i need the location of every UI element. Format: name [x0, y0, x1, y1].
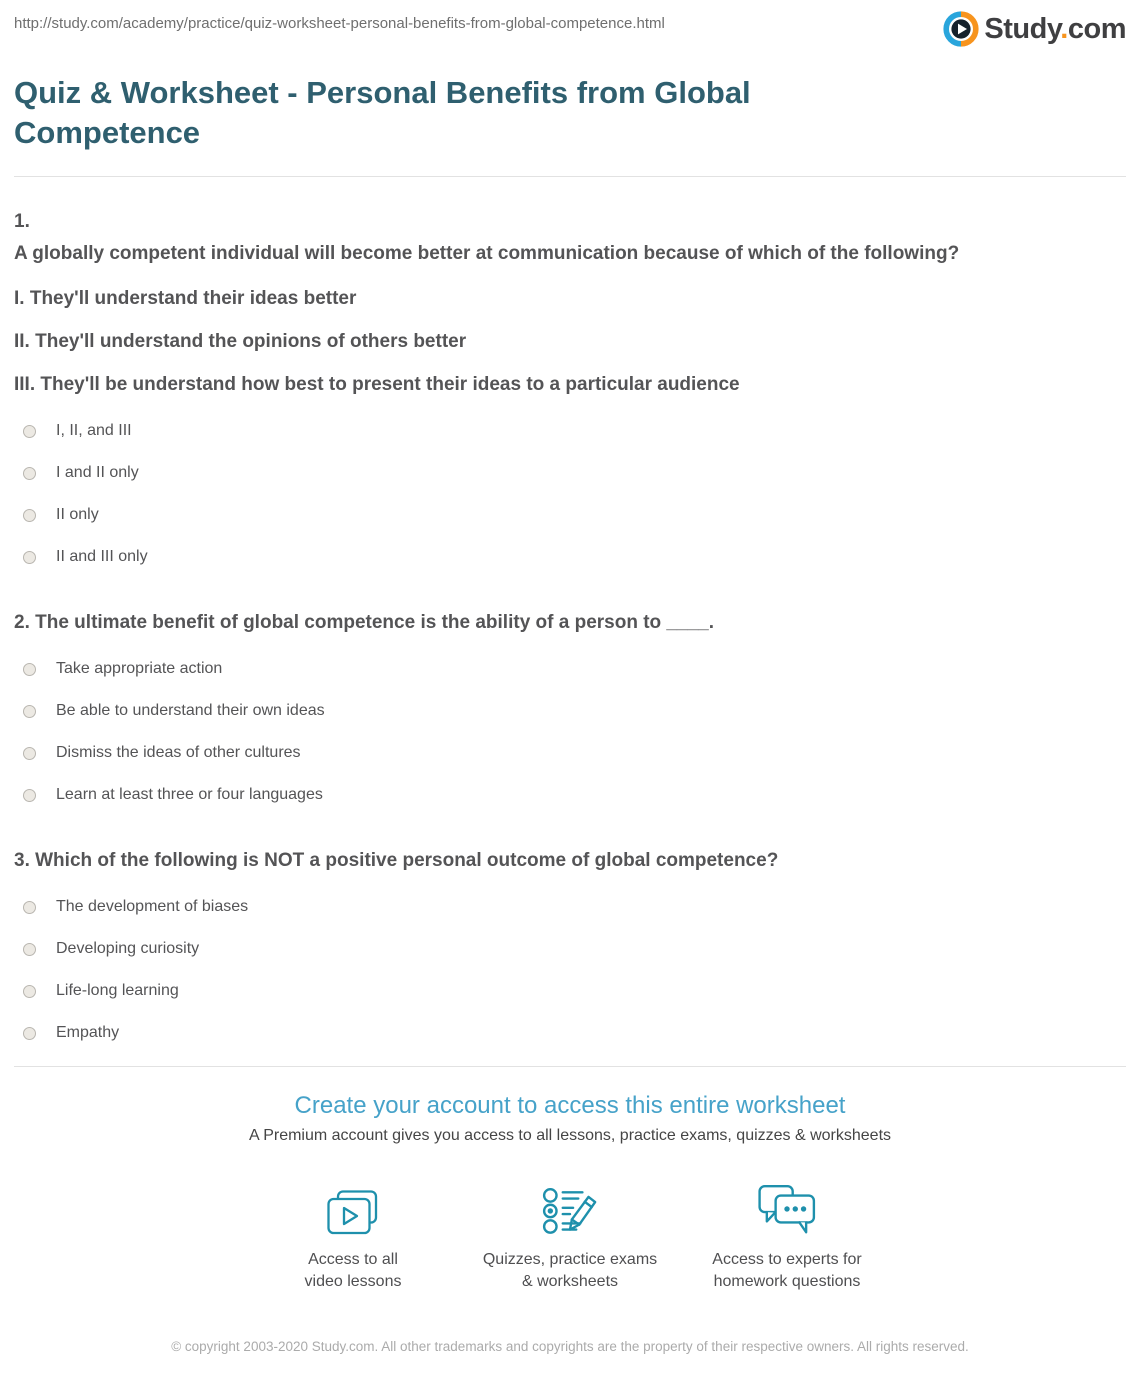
option-label[interactable]: Developing curiosity	[56, 940, 200, 958]
answer-option[interactable]	[14, 548, 1126, 566]
radio-button[interactable]	[23, 943, 36, 956]
create-account-link[interactable]: Create your account to access this entire worksheet	[294, 1092, 846, 1120]
radio-button[interactable]	[23, 789, 36, 802]
option-label[interactable]: Life-long learning	[56, 982, 179, 1000]
radio-button[interactable]	[23, 985, 36, 998]
quizzes-worksheets-icon	[462, 1179, 679, 1237]
answer-option[interactable]	[14, 660, 1126, 678]
page-title: Quiz & Worksheet - Personal Benefits from Global Competence	[14, 75, 751, 150]
radio-button[interactable]	[23, 663, 36, 676]
question-3-text: 3. Which of the following is NOT a positive personal outcome of global competence?	[14, 850, 779, 872]
question-1-text: A globally competent individual will become better at communication because of which of the following?	[14, 243, 960, 265]
question-1-statement-1: I. They'll understand their ideas better	[14, 288, 357, 310]
option-label[interactable]: Take appropriate action	[56, 660, 223, 678]
radio-button[interactable]	[23, 467, 36, 480]
option-label[interactable]: Learn at least three or four languages	[56, 786, 323, 804]
radio-button[interactable]	[23, 425, 36, 438]
radio-button[interactable]	[23, 1027, 36, 1040]
studycom-play-icon	[943, 11, 979, 47]
answer-option[interactable]	[14, 1024, 1126, 1042]
question-1-number: 1.	[14, 211, 30, 233]
answer-option[interactable]	[14, 940, 1126, 958]
answer-option[interactable]	[14, 506, 1126, 524]
question-2-options	[14, 660, 1126, 804]
header	[14, 0, 1126, 47]
question-1-statement-3: III. They'll be understand how best to present their ideas to a particular audience	[14, 374, 740, 396]
feature-label: Access to all video lessons	[304, 1251, 402, 1290]
logo-wordmark: Study.com	[984, 12, 1126, 45]
answer-option[interactable]	[14, 898, 1126, 916]
option-label[interactable]: I, II, and III	[56, 422, 132, 440]
question-2	[14, 612, 1126, 804]
radio-button[interactable]	[23, 509, 36, 522]
feature-quizzes-worksheets	[462, 1179, 679, 1292]
page-url: http://study.com/academy/practice/quiz-worksheet-personal-benefits-from-global-competence.html	[14, 15, 665, 32]
question-3-options	[14, 898, 1126, 1042]
question-1-statement-2: II. They'll understand the opinions of others better	[14, 331, 467, 353]
feature-label: Quizzes, practice exams & worksheets	[482, 1251, 658, 1290]
answer-option[interactable]	[14, 422, 1126, 440]
answer-option[interactable]	[14, 744, 1126, 762]
question-3	[14, 850, 1126, 1042]
video-lessons-icon	[245, 1179, 462, 1237]
option-label[interactable]: II and III only	[56, 548, 148, 566]
question-1	[14, 211, 1126, 566]
feature-homework-experts	[679, 1179, 896, 1292]
option-label[interactable]: The development of biases	[56, 898, 249, 916]
studycom-logo[interactable]	[943, 11, 1126, 47]
radio-button[interactable]	[23, 551, 36, 564]
option-label[interactable]: II only	[56, 506, 99, 524]
option-label[interactable]: Empathy	[56, 1024, 120, 1042]
question-1-options	[14, 422, 1126, 566]
option-label[interactable]: Dismiss the ideas of other cultures	[56, 744, 301, 762]
premium-subtitle: A Premium account gives you access to all lessons, practice exams, quizzes & worksheets	[248, 1127, 892, 1145]
option-label[interactable]: I and II only	[56, 464, 139, 482]
option-label[interactable]: Be able to understand their own ideas	[56, 702, 325, 720]
feature-label: Access to experts for homework questions	[712, 1251, 862, 1290]
answer-option[interactable]	[14, 702, 1126, 720]
radio-button[interactable]	[23, 901, 36, 914]
chat-experts-icon	[679, 1179, 896, 1237]
radio-button[interactable]	[23, 705, 36, 718]
answer-option[interactable]	[14, 464, 1126, 482]
copyright-notice: © copyright 2003-2020 Study.com. All other trademarks and copyrights are the property of their respective owners. All rights reserved.	[171, 1339, 969, 1355]
title-divider	[14, 176, 1126, 177]
question-2-text: 2. The ultimate benefit of global competence is the ability of a person to ____.	[14, 612, 714, 634]
answer-option[interactable]	[14, 786, 1126, 804]
feature-video-lessons	[245, 1179, 462, 1292]
radio-button[interactable]	[23, 747, 36, 760]
cta-section	[14, 1067, 1126, 1292]
answer-option[interactable]	[14, 982, 1126, 1000]
features-row	[14, 1179, 1126, 1292]
